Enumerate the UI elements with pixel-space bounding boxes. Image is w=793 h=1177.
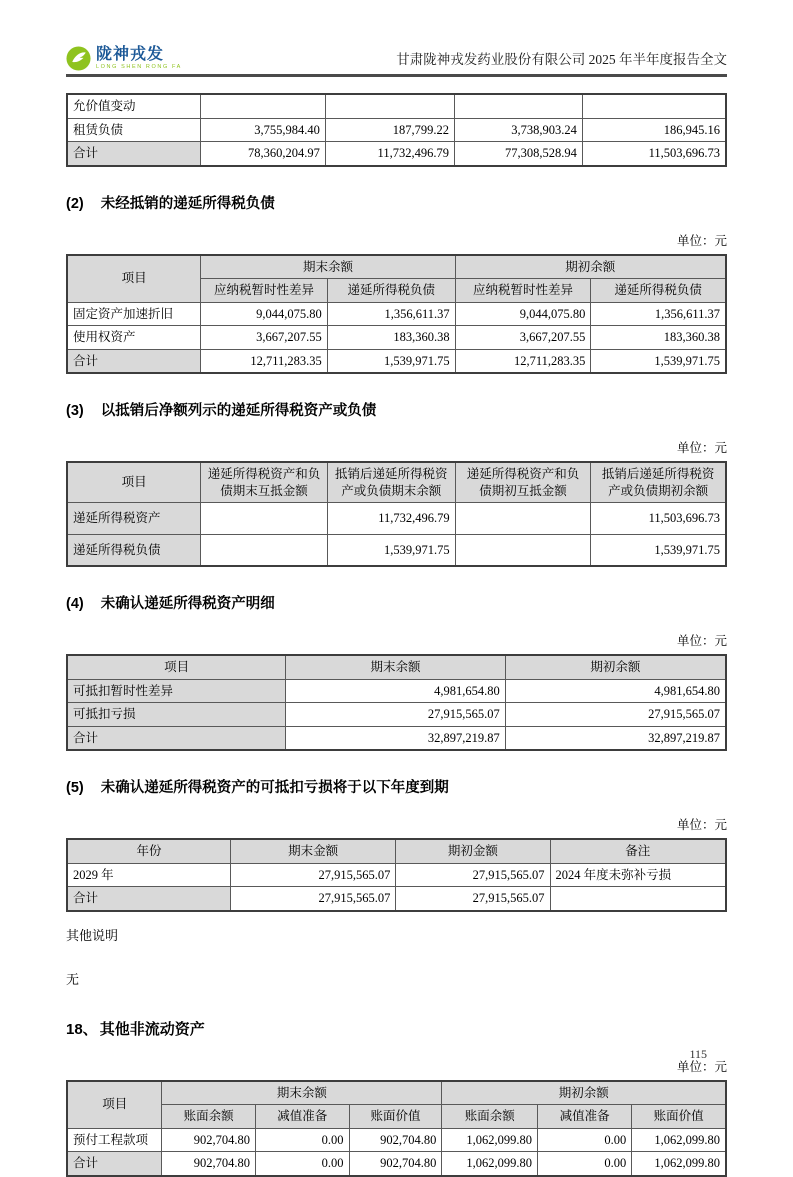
value-cell: 9,044,075.80 xyxy=(455,302,591,326)
logo-icon xyxy=(66,46,91,71)
section-heading-18 xyxy=(66,1018,727,1039)
value-cell: 78,360,204.97 xyxy=(201,142,326,166)
value-cell: 27,915,565.07 xyxy=(396,863,550,887)
table-header-cell: 递延所得税资产和负债期末互抵金额 xyxy=(201,462,328,503)
value-cell: 1,062,099.80 xyxy=(632,1152,726,1176)
value-cell: 183,360.38 xyxy=(327,326,455,350)
table-row xyxy=(67,726,726,750)
table-header-cell: 减值准备 xyxy=(537,1105,631,1129)
table-row xyxy=(67,142,726,166)
value-cell: 77,308,528.94 xyxy=(454,142,582,166)
table-header-cell: 应纳税暂时性差异 xyxy=(201,279,328,303)
unit-label: 单位：元 xyxy=(676,441,727,455)
value-cell xyxy=(455,503,591,535)
row-label-cell: 合计 xyxy=(67,349,201,373)
other-note-label: 其他说明 xyxy=(66,927,119,943)
row-label-cell: 租赁负债 xyxy=(67,118,201,142)
row-label-cell: 可抵扣亏损 xyxy=(67,703,286,727)
section-heading-3 xyxy=(66,399,727,420)
table-header-cell: 递延所得税负债 xyxy=(327,279,455,303)
value-cell: 1,356,611.37 xyxy=(327,302,455,326)
table-header-cell: 期初余额 xyxy=(455,255,726,279)
row-label-cell: 合计 xyxy=(67,1152,162,1176)
value-cell: 183,360.38 xyxy=(591,326,726,350)
table-row xyxy=(67,534,726,566)
table-header-cell: 账面余额 xyxy=(162,1105,256,1129)
value-cell: 27,915,565.07 xyxy=(286,703,505,727)
section-number: (4) xyxy=(66,596,84,612)
table-row xyxy=(67,1152,726,1176)
section-title: 以抵销后净额列示的递延所得税资产或负债 xyxy=(100,403,377,419)
table-header-cell: 应纳税暂时性差异 xyxy=(455,279,591,303)
section-title: 其他非流动资产 xyxy=(99,1020,205,1038)
value-cell: 4,981,654.80 xyxy=(286,679,505,703)
unoffset-deferred-tax-liabilities-table xyxy=(66,254,727,375)
value-cell: 1,539,971.75 xyxy=(327,349,455,373)
value-cell: 4,981,654.80 xyxy=(505,679,726,703)
value-cell: 0.00 xyxy=(537,1128,631,1152)
value-cell: 1,062,099.80 xyxy=(632,1128,726,1152)
value-cell: 1,539,971.75 xyxy=(327,534,455,566)
document-title: 甘肃陇神戎发药业股份有限公司 2025 年半年度报告全文 xyxy=(396,52,727,67)
table-row xyxy=(67,349,726,373)
value-cell xyxy=(201,534,328,566)
logo-text xyxy=(96,47,182,71)
value-cell: 1,062,099.80 xyxy=(442,1128,538,1152)
value-cell: 1,062,099.80 xyxy=(442,1152,538,1176)
section-number: (5) xyxy=(66,780,84,796)
table-row xyxy=(67,302,726,326)
value-cell: 2024 年度未弥补亏损 xyxy=(550,863,726,887)
table-header-cell: 项目 xyxy=(67,255,201,303)
value-cell xyxy=(550,887,726,911)
table-header-cell: 抵销后递延所得税资产或负债期末余额 xyxy=(327,462,455,503)
value-cell: 11,503,696.73 xyxy=(582,142,726,166)
value-cell: 27,915,565.07 xyxy=(396,887,550,911)
table-row xyxy=(67,679,726,703)
brand-name-en: LONG SHEN RONG FA xyxy=(96,63,182,70)
table-row xyxy=(67,118,726,142)
value-cell: 11,732,496.79 xyxy=(325,142,454,166)
row-label-cell: 递延所得税负债 xyxy=(67,534,201,566)
value-cell xyxy=(201,503,328,535)
section-heading-5 xyxy=(66,776,727,797)
table-header-cell: 减值准备 xyxy=(255,1105,349,1129)
page-header xyxy=(66,42,727,77)
table-row xyxy=(67,887,726,911)
value-cell: 902,704.80 xyxy=(162,1152,256,1176)
value-cell: 1,356,611.37 xyxy=(591,302,726,326)
row-label-cell: 合计 xyxy=(67,887,230,911)
table-header-cell: 期末金额 xyxy=(230,839,395,863)
table-header-cell: 期初余额 xyxy=(505,655,726,679)
row-label-cell: 使用权资产 xyxy=(67,326,201,350)
section-number: (3) xyxy=(66,403,84,419)
row-label-cell: 合计 xyxy=(67,726,286,750)
table-header-cell: 期初金额 xyxy=(396,839,550,863)
page-number: 115 xyxy=(689,1047,707,1061)
value-cell: 902,704.80 xyxy=(162,1128,256,1152)
table-header-cell: 项目 xyxy=(67,462,201,503)
section-number: (2) xyxy=(66,195,84,212)
value-cell: 3,755,984.40 xyxy=(201,118,326,142)
other-non-current-assets-table xyxy=(66,1080,727,1177)
value-cell: 902,704.80 xyxy=(349,1128,442,1152)
section-title: 未经抵销的递延所得税负债 xyxy=(100,195,275,212)
value-cell: 1,539,971.75 xyxy=(591,534,726,566)
unit-label: 单位：元 xyxy=(676,818,727,832)
net-deferred-tax-after-offset-table xyxy=(66,461,727,567)
row-label-cell: 固定资产加速折旧 xyxy=(67,302,201,326)
value-cell: 3,738,903.24 xyxy=(454,118,582,142)
value-cell: 12,711,283.35 xyxy=(201,349,328,373)
value-cell: 902,704.80 xyxy=(349,1152,442,1176)
value-cell: 11,503,696.73 xyxy=(591,503,726,535)
value-cell: 27,915,565.07 xyxy=(230,863,395,887)
section-heading-4 xyxy=(66,592,727,613)
unrecognized-deferred-tax-assets-table xyxy=(66,654,727,751)
table-row xyxy=(67,94,726,118)
value-cell xyxy=(201,94,326,118)
row-label-cell: 合计 xyxy=(67,142,201,166)
table-header-cell: 账面余额 xyxy=(442,1105,538,1129)
section-title: 未确认递延所得税资产明细 xyxy=(100,596,275,612)
company-logo xyxy=(66,46,182,71)
value-cell: 187,799.22 xyxy=(325,118,454,142)
table-header-cell: 期末余额 xyxy=(286,655,505,679)
section-title: 未确认递延所得税资产的可抵扣亏损将于以下年度到期 xyxy=(100,780,449,796)
table-header-cell: 期末余额 xyxy=(162,1081,442,1105)
table-header-cell: 账面价值 xyxy=(349,1105,442,1129)
value-cell xyxy=(582,94,726,118)
deductible-losses-expiry-table xyxy=(66,838,727,912)
value-cell xyxy=(455,534,591,566)
table-header-cell: 递延所得税负债 xyxy=(591,279,726,303)
value-cell: 27,915,565.07 xyxy=(505,703,726,727)
table-header-cell: 项目 xyxy=(67,1081,162,1129)
value-cell: 1,539,971.75 xyxy=(591,349,726,373)
value-cell: 3,667,207.55 xyxy=(455,326,591,350)
table-row xyxy=(67,1128,726,1152)
table-header-cell: 备注 xyxy=(550,839,726,863)
table-header-cell: 账面价值 xyxy=(632,1105,726,1129)
value-cell: 32,897,219.87 xyxy=(286,726,505,750)
row-label-cell: 允价值变动 xyxy=(67,94,201,118)
table-header-cell: 期初余额 xyxy=(442,1081,726,1105)
value-cell: 0.00 xyxy=(255,1128,349,1152)
unit-label: 单位：元 xyxy=(676,1059,727,1074)
table-header-cell: 期末余额 xyxy=(201,255,455,279)
continued-table xyxy=(66,93,727,167)
unit-label: 单位：元 xyxy=(676,634,727,648)
value-cell: 0.00 xyxy=(255,1152,349,1176)
value-cell: 12,711,283.35 xyxy=(455,349,591,373)
table-row xyxy=(67,326,726,350)
other-note-value: 无 xyxy=(66,971,80,987)
value-cell: 3,667,207.55 xyxy=(201,326,328,350)
value-cell: 9,044,075.80 xyxy=(201,302,328,326)
table-row xyxy=(67,503,726,535)
value-cell: 186,945.16 xyxy=(582,118,726,142)
table-header-cell: 抵销后递延所得税资产或负债期初余额 xyxy=(591,462,726,503)
value-cell xyxy=(454,94,582,118)
row-label-cell: 可抵扣暂时性差异 xyxy=(67,679,286,703)
row-label-cell: 预付工程款项 xyxy=(67,1128,162,1152)
table-header-cell: 年份 xyxy=(67,839,230,863)
brand-name-cn: 陇神戎发 xyxy=(96,45,165,63)
section-number: 18、 xyxy=(66,1020,98,1038)
value-cell: 32,897,219.87 xyxy=(505,726,726,750)
row-label-cell: 2029 年 xyxy=(67,863,230,887)
unit-label: 单位：元 xyxy=(676,233,727,248)
value-cell: 11,732,496.79 xyxy=(327,503,455,535)
table-header-cell: 项目 xyxy=(67,655,286,679)
table-header-cell: 递延所得税资产和负债期初互抵金额 xyxy=(455,462,591,503)
section-heading-2 xyxy=(66,192,727,213)
value-cell xyxy=(325,94,454,118)
table-row xyxy=(67,703,726,727)
row-label-cell: 递延所得税资产 xyxy=(67,503,201,535)
value-cell: 0.00 xyxy=(537,1152,631,1176)
table-row xyxy=(67,863,726,887)
value-cell: 27,915,565.07 xyxy=(230,887,395,911)
